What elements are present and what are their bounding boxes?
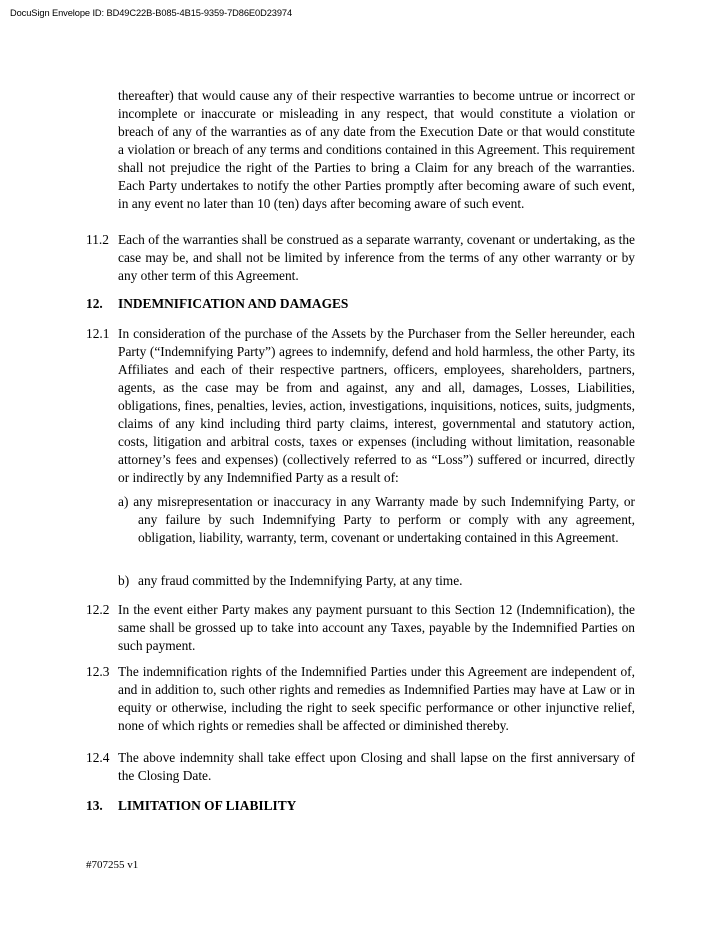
clause-number: 12.3 bbox=[86, 664, 110, 679]
continuation-paragraph bbox=[86, 87, 635, 213]
list-item-a bbox=[118, 493, 635, 547]
section-title: INDEMNIFICATION AND DAMAGES bbox=[118, 296, 349, 311]
clause-12-4 bbox=[86, 749, 635, 785]
clause-number: 11.2 bbox=[86, 232, 109, 247]
clause-text: The above indemnity shall take effect upon Closing and shall lapse on the first anniversary of the Closing Date. bbox=[118, 750, 635, 783]
list-item-a-content bbox=[118, 493, 635, 547]
clause-12-3 bbox=[86, 663, 635, 735]
docusign-envelope-id: DocuSign Envelope ID: BD49C22B-B085-4B15-9359-7D86E0D23974 bbox=[10, 8, 293, 18]
clause-12-2 bbox=[86, 601, 635, 655]
list-label: a) bbox=[118, 494, 129, 509]
section-13-heading bbox=[86, 797, 635, 815]
clause-text: Each of the warranties shall be construed as a separate warranty, covenant or undertaking, as the case may be, and shall not be limited by inference from the terms of any other warranty or by any other term of this Agreement. bbox=[118, 232, 635, 283]
clause-12-1 bbox=[86, 325, 635, 487]
clause-text: The indemnification rights of the Indemnified Parties under this Agreement are independent of, and in addition to, such other rights and remedies as Indemnified Parties may have at Law or in equity or otherwise, including the right to seek specific performance or other injunctive relief, none of which rights or remedies shall be affected or diminished thereby. bbox=[118, 664, 635, 733]
list-item-b bbox=[118, 572, 635, 590]
clause-number: 12.2 bbox=[86, 602, 110, 617]
section-title: LIMITATION OF LIABILITY bbox=[118, 798, 297, 813]
list-text: any misrepresentation or inaccuracy in any Warranty made by such Indemnifying Party, or any failure by such Indemnifying Party to perform or comply with any agreement, obligation, liability, warranty, term, covenant or undertaking contained in this Agreement. bbox=[133, 494, 635, 545]
clause-text: In the event either Party makes any payment pursuant to this Section 12 (Indemnification), the same shall be grossed up to take into account any Taxes, payable by the Indemnified Parties on such payment. bbox=[118, 602, 635, 653]
section-number: 13. bbox=[86, 798, 103, 813]
list-text: any fraud committed by the Indemnifying Party, at any time. bbox=[138, 573, 463, 588]
section-number: 12. bbox=[86, 296, 103, 311]
clause-number: 12.1 bbox=[86, 326, 110, 341]
clause-number: 12.4 bbox=[86, 750, 110, 765]
document-footer-id: #707255 v1 bbox=[86, 859, 139, 871]
clause-11-2 bbox=[86, 231, 635, 285]
list-label: b) bbox=[118, 573, 130, 588]
clause-text: In consideration of the purchase of the Assets by the Purchaser from the Seller hereunder, each Party (“Indemnifying Party”) agrees to indemnify, defend and hold harmless, the other Party, its Affiliates and each of their respective partners, officers, employees, shareholders, partners, agents, as the case may be from and against, any and all, damages, Losses, Liabilities, obligations, fines, penalties, levies, action, investigations, inquisitions, notices, suits, judgments, claims of any kind including third party claims, interest, governmental and statutory action, costs, litigation and arbitral costs, taxes or expenses (including without limitation, reasonable attorney’s fees and expenses) (collectively referred to as “Loss”) suffered or incurred, directly or indirectly by any Indemnified Party as a result of: bbox=[118, 326, 635, 485]
paragraph-text: thereafter) that would cause any of their respective warranties to become untrue or incorrect or incomplete or inaccurate or misleading in any respect, that would constitute a violation or breach of any of the warranties as of any date from the Execution Date or that would constitute a violation or breach of any terms and conditions contained in this Agreement. This requirement shall not prejudice the right of the Parties to bring a Claim for any breach of the warranties. Each Party undertakes to notify the other Parties promptly after becoming aware of such event, in any event no later than 10 (ten) days after becoming aware of such event. bbox=[118, 88, 635, 211]
section-12-heading bbox=[86, 295, 635, 313]
